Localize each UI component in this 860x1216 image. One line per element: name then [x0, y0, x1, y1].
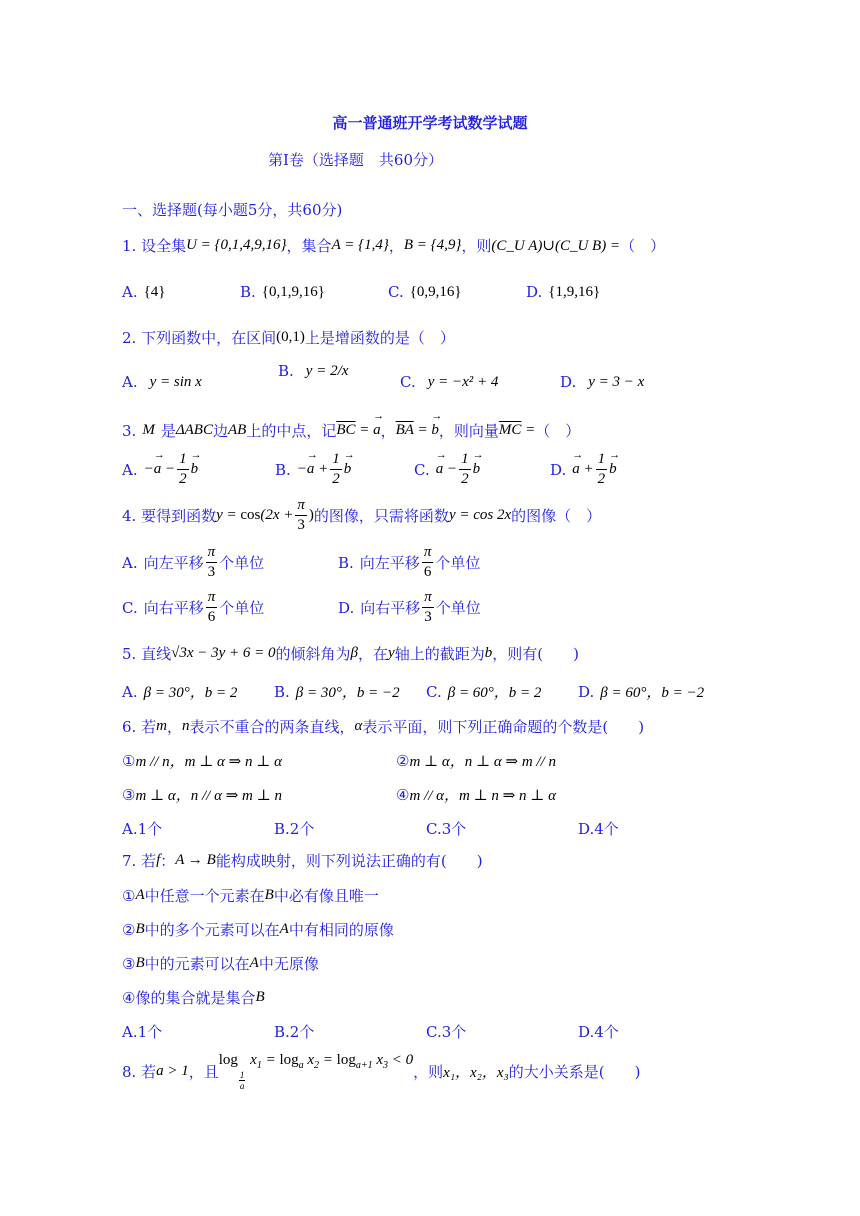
q8-end: 的大小关系是( ) [508, 1063, 641, 1081]
q2-option-b[interactable] [278, 362, 348, 380]
option-label: A. [122, 553, 138, 572]
q6-proposition-3 [122, 784, 282, 805]
q2-post: 上是增函数的是（ ） [304, 329, 455, 347]
option-value: → a − $\frac{1}{2}$ → b [436, 452, 480, 487]
option-label: C. [122, 598, 138, 617]
q3-text-4: ， [380, 422, 396, 440]
proposition-label: ③ [122, 785, 136, 804]
option-fraction-denominator: 3 [207, 564, 216, 580]
proposition-value: m // n，m ⊥ α ⇒ n ⊥ α [135, 754, 282, 770]
q3-vector-ba-eq: $\overline{BA}$ = → b [396, 422, 439, 439]
option-value: β = 60°，b = −2 [600, 685, 705, 701]
q6-n: n [181, 718, 190, 734]
q4-post: 的图像（ ） [511, 507, 602, 525]
question-1 [122, 235, 665, 256]
q5-pre: 5. 直线 [122, 645, 172, 663]
option-value: {0,9,16} [409, 283, 462, 300]
option-fraction-denominator: 6 [207, 609, 216, 625]
q4-pre: 4. 要得到函数 [122, 507, 217, 525]
q4-mid: 的图像，只需将函数 [313, 507, 449, 525]
q3-option-b[interactable] [275, 452, 351, 487]
option-label: D. [550, 460, 567, 479]
option-label: D. [338, 598, 355, 617]
option-label: A. [122, 819, 138, 838]
question-7 [122, 850, 483, 871]
q3-option-a[interactable] [122, 452, 198, 487]
page-title: 高一普通班开学考试数学试题 [332, 114, 528, 132]
q6-post: 表示平面，则下列正确命题的个数是( ) [362, 718, 645, 736]
statement-text-1: 中任意一个元素在 [144, 887, 265, 905]
statement-text-2: 中无原像 [258, 955, 319, 973]
q1-mid3: ，则 [461, 237, 492, 255]
option-label: B. [278, 362, 294, 380]
q6-pre: 6. 若 [122, 718, 157, 736]
q7-colon: ： [160, 852, 176, 870]
q5-y: y [388, 645, 395, 661]
proposition-label: ④ [396, 785, 410, 804]
q5-beta: β [350, 645, 359, 661]
option-label: A. [122, 682, 138, 701]
q2-pre: 2. 下列函数中，在区间 [122, 329, 277, 347]
q7-statement-4 [122, 987, 265, 1008]
q2-option-c[interactable] [400, 373, 498, 391]
statement-label: ④ [122, 988, 136, 1007]
q5-post: ，则有( ) [492, 645, 579, 663]
statement-set-1: B [135, 921, 145, 937]
question-2 [122, 327, 455, 348]
q6-option-c[interactable] [426, 818, 466, 839]
q1-option-a[interactable] [122, 283, 166, 301]
statement-set-2: A [279, 921, 289, 937]
q6-option-a[interactable] [122, 818, 162, 839]
option-label: B. [338, 553, 354, 572]
q2-option-a[interactable] [122, 373, 202, 391]
option-label: D. [560, 373, 577, 391]
q5-text-2: ，在 [358, 645, 389, 663]
q6-proposition-2 [396, 750, 556, 771]
statement-text-2: 中有相同的原像 [288, 921, 394, 939]
statement-text-1: 像的集合就是集合 [135, 989, 256, 1007]
q3-point-m: M [142, 422, 155, 438]
q7-statement-1 [122, 885, 379, 906]
option-value: → a + $\frac{1}{2}$ → b [572, 452, 616, 487]
q4-option-b[interactable]: B. 向左平移 $\frac{\pi}{6}$ 个单位 [338, 544, 481, 580]
question-6 [122, 716, 644, 737]
option-text: 向左平移 [143, 554, 204, 572]
q3-vector-mc: $\overline{MC}$ = [498, 422, 536, 438]
q7-mapping: A → B [175, 852, 216, 868]
option-value: 2个 [289, 820, 315, 838]
option-value: {0,1,9,16} [261, 283, 325, 300]
proposition-value: m // α，m ⊥ n ⇒ n ⊥ α [409, 788, 556, 804]
q8-condition: a > 1 [156, 1063, 189, 1079]
option-value: y = sin x [149, 373, 202, 390]
q7-pre: 7. 若 [122, 852, 157, 870]
q8-post: ，则 [413, 1063, 444, 1081]
statement-set-2: B [255, 989, 265, 1005]
statement-text-2: 中必有像且唯一 [273, 887, 379, 905]
proposition-label: ① [122, 751, 136, 770]
q6-proposition-1 [122, 750, 282, 771]
q6-text-1: ， [166, 718, 182, 736]
option-text: 向右平移 [360, 599, 421, 617]
statement-set-2: B [264, 887, 274, 903]
option-label: A. [122, 373, 138, 391]
q5-text-3: 轴上的截距为 [394, 645, 485, 663]
q3-post: （ ） [535, 422, 581, 440]
q5-option-a[interactable] [122, 681, 237, 702]
q6-alpha: α [354, 718, 363, 734]
q1-pre: 1. 设全集 [122, 237, 187, 255]
option-value: −→ a + $\frac{1}{2}$ → b [297, 452, 352, 487]
option-label: C. [414, 460, 430, 479]
q8-text-1: ，且 [188, 1063, 219, 1081]
option-label: B. [274, 682, 290, 701]
q1-set-a: A = {1,4} [331, 237, 389, 253]
q4-target-function: y = cos(2x + [216, 507, 294, 523]
statement-set-2: A [249, 955, 259, 971]
q3-side-ab: AB [227, 422, 247, 438]
option-unit: 个单位 [435, 599, 481, 617]
q7-option-d[interactable] [578, 1021, 619, 1042]
q2-option-d[interactable] [560, 373, 644, 391]
q1-mid2: ， [388, 237, 404, 255]
option-value: 3个 [441, 820, 467, 838]
q7-statement-3 [122, 953, 319, 974]
option-unit: 个单位 [219, 554, 265, 572]
q7-f: f [156, 852, 161, 868]
q6-proposition-4 [396, 784, 556, 805]
q3-vector-bc-eq: $\overline{BC}$ = → a [336, 422, 380, 439]
q7-option-b[interactable] [274, 1021, 314, 1042]
statement-label: ③ [122, 954, 136, 973]
q5-text-1: 的倾斜角为 [275, 645, 351, 663]
question-3: 3. M 是 ΔABC 边 AB 上的中点，记 $\overline{BC}$ = → a ， $\overline{BA}$ = → b ，则向量 $\overline{MC}$ = （ ） [122, 420, 580, 441]
proposition-value: m ⊥ α，n ⊥ α ⇒ m // n [409, 754, 556, 770]
question-5 [122, 643, 579, 664]
option-label: D. [578, 819, 595, 838]
q8-pre: 8. 若 [122, 1063, 157, 1081]
option-value: β = 30°，b = −2 [295, 685, 400, 701]
statement-text-1: 中的多个元素可以在 [144, 921, 280, 939]
q1-expression: (C_U A)∪(C_U B) = [491, 238, 621, 254]
option-fraction-denominator: 6 [423, 564, 432, 580]
q7-post: 能构成映射，则下列说法正确的有( ) [215, 852, 483, 870]
q5-option-b[interactable] [274, 681, 400, 702]
option-value: y = 3 − x [588, 373, 645, 390]
option-fraction-denominator: 3 [424, 609, 432, 625]
q1-set-b: B = {4,9} [403, 237, 462, 253]
q4-source-function: y = cos 2x [448, 507, 512, 523]
q7-statement-2 [122, 919, 394, 940]
option-label: A. [122, 460, 138, 479]
option-value: {1,9,16} [548, 283, 601, 300]
option-label: D. [578, 682, 595, 701]
statement-text-1: 中的元素可以在 [144, 955, 250, 973]
statement-set-1: B [135, 955, 145, 971]
statement-set-1: A [135, 887, 145, 903]
option-label: B. [274, 819, 290, 838]
q3-text-2: 边 [212, 422, 228, 440]
option-label: C. [426, 819, 442, 838]
q4-option-d[interactable]: D. 向右平移 $\frac{\pi}{3}$ 个单位 [338, 589, 481, 625]
q5-option-c[interactable] [426, 681, 541, 702]
page-subtitle: 第Ⅰ卷（选择题 共60分） [268, 151, 444, 169]
q1-option-b[interactable] [240, 283, 325, 301]
q1-option-d[interactable] [526, 283, 600, 301]
section-heading: 一、选择题(每小题5分，共60分) [122, 201, 343, 219]
option-label: C. [426, 682, 442, 701]
q1-post: （ ） [620, 237, 666, 255]
option-value: β = 60°，b = 2 [447, 685, 542, 701]
q5-line-equation: √3x − 3y + 6 = 0 [171, 645, 276, 661]
statement-label: ② [122, 920, 136, 939]
q5-option-d[interactable] [578, 681, 704, 702]
proposition-value: m ⊥ α，n // α ⇒ m ⊥ n [135, 788, 282, 804]
q1-mid1: ，集合 [286, 237, 332, 255]
q3-triangle: ΔABC [175, 422, 213, 438]
q1-option-c[interactable] [388, 283, 462, 301]
q3-option-c[interactable] [414, 452, 480, 487]
option-label: D. [526, 283, 543, 301]
option-value: 1个 [137, 1023, 163, 1041]
option-unit: 个单位 [435, 554, 481, 572]
option-value: 4个 [594, 1023, 619, 1041]
q3-option-d[interactable] [550, 452, 617, 487]
q3-text-5: ，则向量 [438, 422, 499, 440]
q8-log-equation: log $\frac{1}{a}$ $x_1 = \log_a x_2 = \log_{a+1} x_3 < 0$ [218, 1052, 414, 1091]
question-4: 4. 要得到函数 y = cos(2x + $\frac{\pi}{3}$ ) 的图像，只需将函数 y = cos 2x 的图像（ ） [122, 497, 602, 533]
q6-text-2: 表示不重合的两条直线， [189, 718, 355, 736]
option-value: 4个 [594, 820, 619, 838]
q3-text-3: 上的中点，记 [246, 422, 337, 440]
q4-pi-over-3: $\frac{\pi}{3}$ [297, 497, 305, 533]
option-label: B. [240, 283, 256, 301]
option-unit: 个单位 [219, 599, 265, 617]
option-value: {4} [143, 283, 166, 300]
option-value: 3个 [441, 1023, 467, 1041]
option-label: A. [122, 1022, 138, 1041]
option-value: β = 30°，b = 2 [143, 685, 238, 701]
option-value: 1个 [137, 820, 163, 838]
option-label: A. [122, 283, 138, 301]
q6-m: m [156, 718, 167, 734]
proposition-label: ② [396, 751, 410, 770]
option-value: y = 2/x [305, 362, 349, 379]
q6-option-d[interactable] [578, 818, 619, 839]
q8-variables: x₁，x₂，x₃ [443, 1065, 509, 1081]
option-label: C. [400, 373, 416, 391]
question-8 [122, 1052, 641, 1091]
option-value: y = −x² + 4 [427, 373, 499, 390]
option-label: B. [275, 460, 291, 479]
q4-option-c[interactable]: C. 向右平移 $\frac{\pi}{6}$ 个单位 [122, 589, 265, 625]
option-value: −→ a − $\frac{1}{2}$ → b [144, 452, 199, 487]
q5-b: b [484, 645, 493, 661]
option-value: 2个 [289, 1023, 315, 1041]
option-label: C. [388, 283, 404, 301]
statement-label: ① [122, 886, 136, 905]
option-text: 向右平移 [143, 599, 204, 617]
option-label: D. [578, 1022, 595, 1041]
q2-interval: (0,1) [276, 329, 305, 345]
q7-option-c[interactable] [426, 1021, 466, 1042]
q6-option-b[interactable] [274, 818, 314, 839]
q7-option-a[interactable] [122, 1021, 162, 1042]
option-label: B. [274, 1022, 290, 1041]
option-text: 向左平移 [359, 554, 420, 572]
q3-text-1: 是 [160, 422, 176, 440]
q1-universal-set: U = {0,1,4,9,16} [186, 237, 287, 253]
option-label: C. [426, 1022, 442, 1041]
q4-option-a[interactable]: A. 向左平移 $\frac{\pi}{3}$ 个单位 [122, 544, 265, 580]
